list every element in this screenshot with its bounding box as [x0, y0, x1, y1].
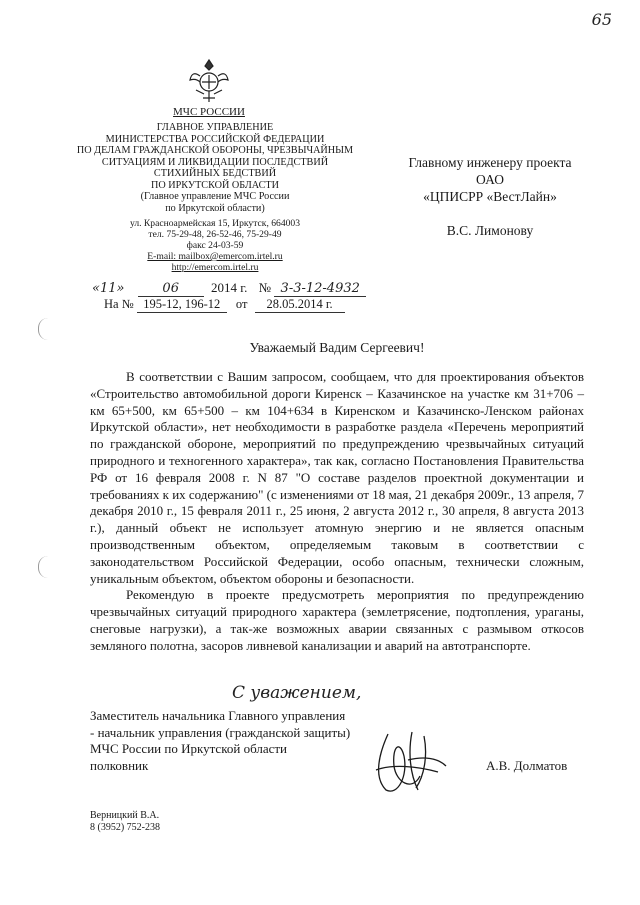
page-number: 65 — [591, 10, 612, 29]
signature-icon — [368, 726, 452, 798]
salutation: Уважаемый Вадим Сергеевич! — [249, 340, 425, 355]
reg-number-prefix: № — [258, 280, 271, 295]
sender-line: МИНИСТЕРСТВА РОССИЙСКОЙ ФЕДЕРАЦИИ — [105, 133, 325, 145]
punch-mark-top — [38, 318, 49, 340]
sender-line: по Иркутской области) — [165, 202, 265, 214]
signatory-line: полковник — [90, 757, 149, 773]
addressee-line: Главному инженеру проекта — [408, 155, 572, 170]
addressee-line: «ЦПИСРР «ВестЛайн» — [423, 189, 557, 204]
handwritten-closing: С уважением, — [232, 683, 362, 703]
email-line: E-mail: mailbox@emercom.irtel.ru — [147, 251, 283, 262]
signatory-line: Заместитель начальника Главного управления — [90, 708, 346, 723]
emblem-label: МЧС РОССИИ — [173, 106, 245, 118]
addressee-line: ОАО — [476, 172, 504, 187]
reg-year: 2014 г. — [210, 280, 248, 295]
executor-name: Верницкий В.А. — [90, 810, 160, 821]
body-paragraph: В соответствии с Вашим запросом, сообщаем, что для проектирования объектов «Строительство автомобильной дороги Киренск – Казачинское на участке км 31+706 – км 65+500, км 65+500 – км 104+634 в Киренском и Казачинско-Ленском районах Иркутской области», нет необходимости в разработке раздела «Перечень мероприятий по гражданской обороне, мероприятий по предупреждению чрезвычайных ситуаций природного и техногенного характера», так как, согласно Постановления Правительства РФ от 16 февраля 2008 г. N 87 "О составе разделов проектной документации и требованиях к их содержанию" (с изменениями от 18 мая, 21 декабря 2009г., 13 апреля, 7 декабря 2010 г., 15 февраля 2011 г., 25 июня, 2 августа 2012 г., 30 апреля, 8 августа 2013 г.), данный объект не использует атомную энергию и не является опасным производственным объектом, определяемым таковым в соответствии с законодательством Российской Федерации, особо опасным, технически сложным, уникальным объектом, объектом обороны и безопасности. — [90, 369, 584, 586]
registration-line-2 — [104, 297, 345, 313]
sender-line: ПО ДЕЛАМ ГРАЖДАНСКОЙ ОБОРОНЫ, ЧРЕЗВЫЧАЙНЫМ — [76, 145, 354, 156]
phone-line: тел. 75-29-48, 26-52-46, 75-29-49 — [148, 229, 282, 240]
signatory-line: - начальник управления (гражданской защиты) — [90, 724, 351, 740]
registration-line-1 — [92, 280, 366, 297]
web-line: http://emercom.irtel.ru — [171, 262, 259, 273]
sender-line: (Главное управление МЧС России — [140, 191, 290, 202]
ref-prefix: На № — [104, 297, 134, 311]
executor-block — [90, 810, 160, 834]
sender-header — [70, 122, 360, 214]
sender-line: ГЛАВНОЕ УПРАВЛЕНИЕ — [156, 122, 274, 133]
sender-line: СИТУАЦИЯМ И ЛИКВИДАЦИИ ПОСЛЕДСТВИЙ — [101, 156, 329, 168]
emblem-icon — [186, 56, 232, 106]
addressee-line — [370, 205, 610, 222]
reg-number: 3-3-12-4932 — [274, 281, 366, 297]
reg-day: «11» — [92, 281, 125, 296]
signatory-line: МЧС России по Иркутской области — [90, 741, 288, 757]
address-line: ул. Красноармейская 15, Иркутск, 664003 — [129, 218, 301, 229]
sender-address — [70, 218, 360, 273]
fax-line: факс 24-03-59 — [186, 240, 244, 251]
ref-date: 28.05.2014 г. — [255, 297, 345, 313]
punch-mark-bottom — [38, 556, 49, 578]
addressee-name: В.С. Лимонову — [446, 223, 534, 238]
signatory-block — [90, 708, 350, 774]
sender-line: ПО ИРКУТСКОЙ ОБЛАСТИ — [151, 179, 279, 191]
addressee-block — [370, 154, 610, 239]
letter-body — [90, 369, 584, 655]
reg-month: 06 — [138, 281, 204, 297]
ref-number: 195-12, 196-12 — [137, 297, 227, 313]
signatory-name: А.В. Долматов — [486, 758, 568, 773]
executor-phone: 8 (3952) 752-238 — [90, 822, 160, 833]
sender-line: СТИХИЙНЫХ БЕДСТВИЙ — [153, 168, 277, 179]
ref-from: от — [235, 297, 248, 311]
body-paragraph: Рекомендую в проекте предусмотреть мероприятия по предупреждению чрезвычайных ситуаций природного характера (землетрясение, подтопления, ураганы, снеговые нагрузки), а так-же возможных аварии связанных с размывом откосов земляного полотна, засоров ливневой канализации и аварий на автотранспорте. — [90, 587, 584, 653]
